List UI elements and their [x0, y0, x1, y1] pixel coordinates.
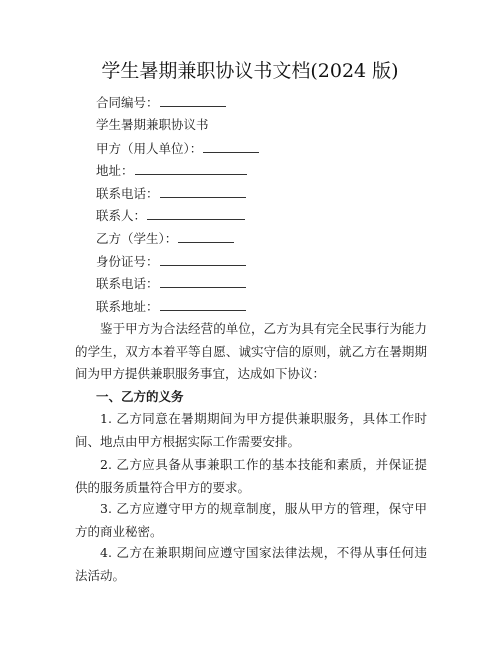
intro-paragraph: 鉴于甲方为合法经营的单位，乙方为具有完全民事行为能力的学生，双方本着平等自愿、诚实守信的原则，就乙方在暑期期间为甲方提供兼职服务事宜，达成如下协议： — [75, 321, 427, 381]
field-label: 合同编号： — [96, 95, 159, 110]
field-label: 地址： — [96, 163, 134, 178]
party-b-phone-field — [96, 274, 246, 293]
clause-2: 2. 乙方应具备从事兼职工作的基本技能和素质，并保证提供的服务质量符合甲方的要求。 — [75, 457, 427, 495]
clause-3: 3. 乙方应遵守甲方的规章制度，服从甲方的管理，保守甲方的商业秘密。 — [75, 501, 427, 539]
blank-line — [147, 206, 245, 220]
contract-number-field — [96, 93, 226, 112]
blank-line — [160, 297, 246, 311]
party-a-field — [96, 139, 259, 158]
clause-4: 4. 乙方在兼职期间应遵守国家法律法规，不得从事任何违法活动。 — [75, 545, 427, 583]
blank-line — [160, 93, 226, 107]
document-title: 学生暑期兼职协议书文档(2024 版) — [101, 60, 399, 82]
party-b-field — [96, 229, 234, 248]
blank-line — [203, 139, 259, 153]
id-number-field — [96, 252, 246, 271]
party-a-phone-field — [96, 184, 246, 203]
contact-person-field — [96, 206, 245, 225]
field-label: 联系地址： — [96, 299, 159, 314]
contact-address-field — [96, 297, 246, 316]
blank-line — [160, 184, 246, 198]
field-label: 学生暑期兼职协议书 — [96, 117, 209, 132]
blank-line — [135, 161, 247, 175]
blank-line — [160, 274, 246, 288]
field-label: 甲方（用人单位）： — [96, 141, 203, 156]
field-label: 身份证号： — [96, 254, 159, 269]
field-label: 联系电话： — [96, 186, 159, 201]
blank-line — [178, 229, 234, 243]
field-label: 联系电话： — [96, 276, 159, 291]
blank-line — [160, 252, 246, 266]
clause-1: 1. 乙方同意在暑期期间为甲方提供兼职服务，具体工作时间、地点由甲方根据实际工作需要安排。 — [75, 411, 427, 449]
agreement-name-field — [96, 116, 209, 134]
address-field — [96, 161, 247, 180]
section-heading: 一、乙方的义务 — [96, 389, 184, 404]
field-label: 联系人： — [96, 208, 147, 223]
field-label: 乙方（学生）： — [96, 231, 178, 246]
